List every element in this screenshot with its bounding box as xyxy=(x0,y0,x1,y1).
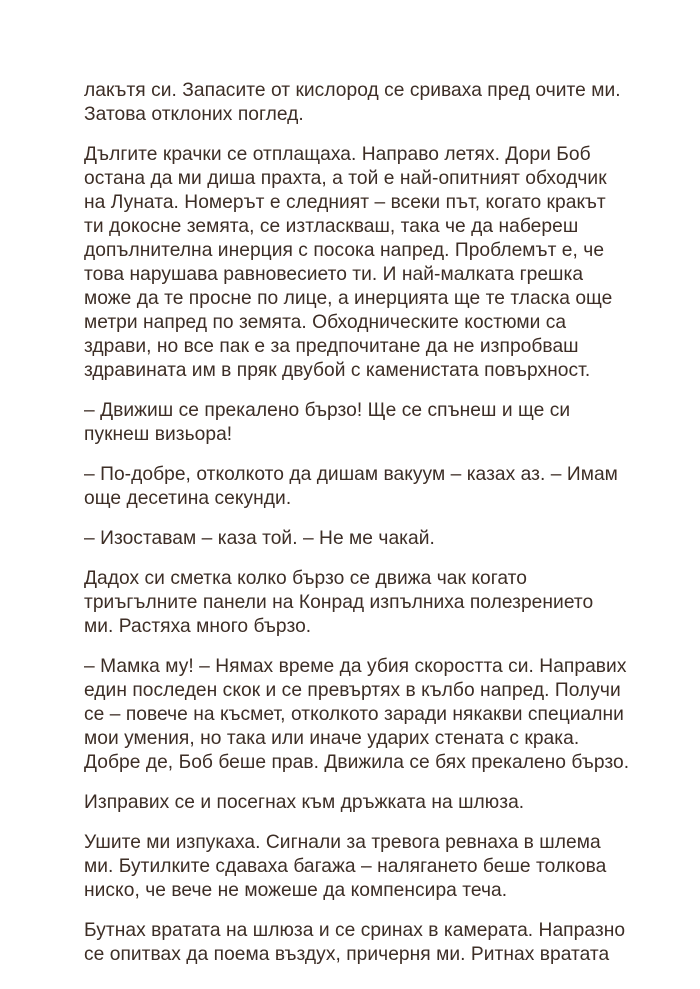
paragraph-7 xyxy=(84,655,630,775)
text-line: се – повече на късмет, отколкото заради някакви специални xyxy=(84,704,624,725)
text-line: на Луната. Номерът е следният – всеки път, когато кракът xyxy=(84,192,606,213)
text-line: лакътя си. Запасите от кислород се сриваха пред очите ми. xyxy=(84,80,621,101)
text-line: – По-добре, отколкото да дишам вакуум – казах аз. – Имам xyxy=(84,464,618,485)
paragraph-2 xyxy=(84,143,624,383)
text-line: Ушите ми изпукаха. Сигнали за тревога ревнаха в шлема xyxy=(84,832,601,853)
paragraph-10 xyxy=(84,919,624,967)
text-line: остана да ми диша прахта, а той е най-опитният обходчик xyxy=(84,168,607,189)
text-line: мои умения, но така или иначе ударих стената с крака. xyxy=(84,728,580,749)
paragraph-1 xyxy=(84,79,624,127)
paragraph-4 xyxy=(84,463,624,511)
text-line: метри напред по земята. Обходническите костюми са xyxy=(84,312,567,333)
paragraph-6 xyxy=(84,567,624,639)
text-line: Дългите крачки се отплащаха. Направо летях. Дори Боб xyxy=(84,144,591,165)
text-line: Изправих се и посегнах към дръжката на шлюза. xyxy=(84,792,525,813)
text-line: – Изоставам – каза той. – Не ме чакай. xyxy=(84,528,435,549)
text-line: може да те просне по лице, а инерцията ще те тласка още xyxy=(84,288,613,309)
text-line: ниско, че вече не можеше да компенсира теча. xyxy=(84,880,508,901)
text-line: ти докосне земята, се изтласкваш, така че да набереш xyxy=(84,216,579,237)
text-line: ми. Бутилките сдаваха багажа – налягането беше толкова xyxy=(84,856,607,877)
paragraph-9 xyxy=(84,831,624,903)
text-line: още десетина секунди. xyxy=(84,488,292,509)
text-line: един последен скок и се превъртях в кълбо напред. Получи xyxy=(84,680,621,701)
text-line: – Мамка му! – Нямах време да убия скоростта си. Направих xyxy=(84,656,627,677)
text-line: ми. Растяха много бързо. xyxy=(84,616,312,637)
text-line: допълнителна инерция с посока напред. Проблемът е, че xyxy=(84,240,605,261)
text-line: се опитвах да поема въздух, причерня ми. Ритнах вратата xyxy=(84,944,610,965)
text-line: здрави, но все пак е за предпочитане да не изпробваш xyxy=(84,336,579,357)
text-line: здравината им в пряк двубой с каменистата повърхност. xyxy=(84,360,591,381)
text-line: Затова отклоних поглед. xyxy=(84,104,304,125)
text-line: Добре де, Боб беше прав. Движила се бях прекалено бързо. xyxy=(84,752,630,773)
text-line: – Движиш се прекалено бързо! Ще се спънеш и ще си xyxy=(84,400,571,421)
page-body xyxy=(84,79,630,983)
text-line: Дадох си сметка колко бързо се движа чак когато xyxy=(84,568,527,589)
paragraph-8 xyxy=(84,791,624,815)
text-line: Бутнах вратата на шлюза и се сринах в камерата. Напразно xyxy=(84,920,626,941)
paragraph-5 xyxy=(84,527,624,551)
paragraph-3 xyxy=(84,399,624,447)
text-line: пукнеш визьора! xyxy=(84,424,233,445)
text-line: това нарушава равновесието ти. И най-малката грешка xyxy=(84,264,584,285)
text-line: триъгълните панели на Конрад изпълниха полезрението xyxy=(84,592,594,613)
